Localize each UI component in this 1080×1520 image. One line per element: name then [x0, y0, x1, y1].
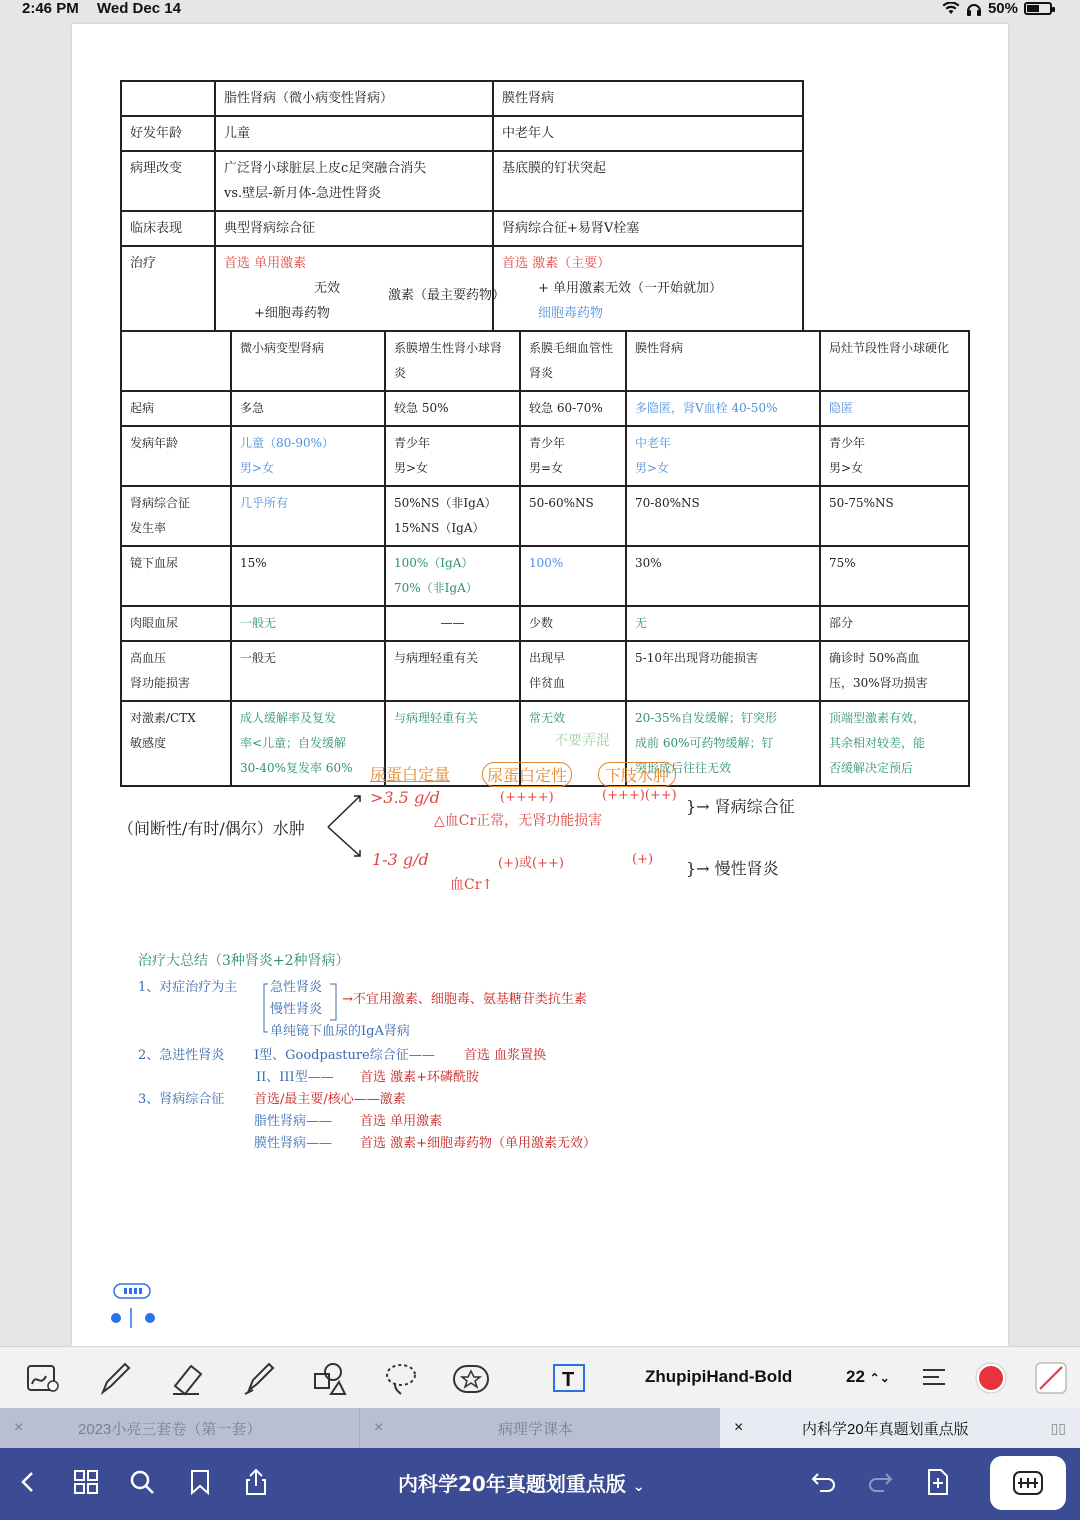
summary-2a: I型、Goodpasture综合征——	[254, 1048, 435, 1063]
table2-row-label: 肾病综合征 发生率	[121, 486, 231, 546]
svg-text:T: T	[562, 1369, 575, 1391]
font-size-selector[interactable]	[846, 1367, 890, 1387]
diagram-note-top: 不要弄混	[554, 733, 610, 749]
table1-row-label: 病理改变	[121, 151, 215, 211]
table2-cell: 50-60%NS	[520, 486, 626, 546]
table2-cell: 青少年 男>女	[820, 426, 969, 486]
summary-1-result: →不宜用激素、细胞毒、氨基糖苷类抗生素	[342, 992, 587, 1007]
document-tabs	[0, 1408, 1080, 1448]
diagram-left-label: （间断性/有时/偶尔）水肿	[118, 819, 305, 838]
text-cursor-icon[interactable]	[110, 1282, 158, 1332]
table1-note: 激素（最主要药物）	[388, 288, 506, 303]
image-edit-tool[interactable]	[24, 1359, 62, 1397]
document-title[interactable]	[398, 1468, 645, 1497]
chevron-down-icon: ⌄	[632, 1479, 645, 1495]
status-time: 2:46 PM	[22, 0, 79, 17]
table2-cell: 无	[626, 606, 820, 641]
table2-cell: 儿童（80-90%） 男>女	[231, 426, 385, 486]
table2-cell: 30%	[626, 546, 820, 606]
treatment-line: 首选 单用激素	[224, 256, 307, 271]
table2-cell: 较急 50%	[385, 391, 520, 426]
tab-label: 内科学20年真题划重点版	[802, 1420, 969, 1438]
keyboard-icon	[1012, 1470, 1044, 1496]
summary-3c: 膜性肾病——	[254, 1136, 333, 1151]
table2-header: 系膜增生性肾小球肾炎	[385, 331, 520, 391]
font-name-selector[interactable]: ZhupipiHand-Bold	[645, 1367, 793, 1386]
document-title-text: 内科学20年真题划重点版	[398, 1472, 626, 1496]
table2-cell: 15%	[231, 546, 385, 606]
table2-row-label: 发病年龄	[121, 426, 231, 486]
table2-cell: 与病理轻重有关	[385, 641, 520, 701]
treatment-line: 无效	[314, 281, 341, 296]
table2-header: 微小病变型肾病	[231, 331, 385, 391]
table2-cell: 顶端型激素有效， 其余相对较差，能 否缓解决定预后	[820, 701, 969, 786]
highlighter-icon	[241, 1360, 277, 1396]
diagram-row2-result: }→ 慢性肾炎	[686, 859, 779, 878]
bookmark-button[interactable]	[182, 1464, 218, 1500]
highlighter-tool[interactable]	[240, 1359, 278, 1397]
table1-row-label: 好发年龄	[121, 116, 215, 151]
table2-header: 系膜毛细血管性肾炎	[520, 331, 626, 391]
table2-cell: 多急	[231, 391, 385, 426]
shapes-icon	[311, 1360, 347, 1396]
back-button[interactable]	[10, 1464, 46, 1500]
summary-1c: 单纯镜下血尿的IgA肾病	[270, 1024, 410, 1039]
treatment-line: + 单用激素无效（一开始就加）	[538, 281, 723, 296]
summary-line-3: 3、肾病综合征	[138, 1092, 225, 1107]
table2-row-label: 对激素/CTX 敏感度	[121, 701, 231, 786]
close-tab-icon[interactable]: ×	[14, 1419, 24, 1436]
table1-cell: 典型肾病综合征	[215, 211, 493, 246]
summary-2a-result: 首选 血浆置换	[464, 1048, 547, 1063]
bottom-nav-bar	[0, 1448, 1080, 1520]
pen-tool[interactable]	[96, 1359, 134, 1397]
table1-cell: 儿童	[215, 116, 493, 151]
diagram-row2-quality: (+)或(++)	[498, 856, 564, 871]
diagram-result-nephrotic: 肾病综合征	[714, 797, 795, 816]
share-button[interactable]	[238, 1464, 274, 1500]
summary-3b: 脂性肾病——	[254, 1114, 333, 1129]
diagram-row2-quantity: 1-3 g/d	[372, 850, 429, 869]
table2-cell: 5-10年出现肾功能损害	[626, 641, 820, 701]
status-date: Wed Dec 14	[97, 0, 181, 17]
table1-cell: 中老年人	[493, 116, 803, 151]
table2-header: 局灶节段性肾小球硬化	[820, 331, 969, 391]
diagram-branch-arrows	[324, 792, 366, 862]
table1-header: 脂性肾病（微小病变性肾病）	[215, 81, 493, 116]
table2-row-label: 起病	[121, 391, 231, 426]
table2-cell: 50%NS（非IgA） 15%NS（IgA）	[385, 486, 520, 546]
table2-cell: 几乎所有	[231, 486, 385, 546]
table2-cell: 青少年 男>女	[385, 426, 520, 486]
headphones-icon	[966, 2, 982, 16]
comparison-table-2	[120, 330, 970, 787]
image-pen-icon	[26, 1362, 60, 1394]
table2-header: 膜性肾病	[626, 331, 820, 391]
diagram-row2-edema: (+)	[632, 852, 654, 867]
table2-header-empty	[121, 331, 231, 391]
table2-cell: ——	[385, 606, 520, 641]
chevron-left-icon	[18, 1470, 38, 1494]
close-tab-icon[interactable]: ×	[734, 1419, 744, 1436]
table2-row-label: 镜下血尿	[121, 546, 231, 606]
table1-cell: 肾病综合征+易肾V栓塞	[493, 211, 803, 246]
tab-label: 病理学课本	[498, 1420, 574, 1438]
diagram-row1-quality: (++++)	[500, 790, 554, 805]
tab-doc-3[interactable]	[720, 1408, 1080, 1448]
no-fill-button[interactable]	[1032, 1359, 1070, 1397]
table2-cell: 100%（IgA） 70%（非IgA）	[385, 546, 520, 606]
table1-cell	[215, 151, 493, 211]
diagram-row1-result: }→ 肾病综合征	[686, 797, 795, 816]
add-page-button[interactable]	[920, 1464, 956, 1500]
table1-header: 膜性肾病	[493, 81, 803, 116]
pen-icon	[97, 1360, 133, 1396]
shapes-tool[interactable]	[310, 1359, 348, 1397]
align-left-icon	[921, 1366, 949, 1390]
pathology-text: 广泛肾小球脏层上皮c足突融合消失	[224, 161, 427, 176]
text-align-button[interactable]	[916, 1359, 954, 1397]
diagram-col-urine-protein-quantity: 尿蛋白定量	[370, 765, 451, 784]
table2-cell: 100%	[520, 546, 626, 606]
tab-doc-1[interactable]	[0, 1408, 360, 1448]
text-tool[interactable]	[550, 1359, 588, 1397]
table2-cell: 75%	[820, 546, 969, 606]
table2-cell: 一般无	[231, 606, 385, 641]
table2-cell: 50-75%NS	[820, 486, 969, 546]
table2-cell: 20-35%自发缓解；钉突形 成前 60%可药物缓解；钉 突形成后往往无效	[626, 701, 820, 786]
pathology-vs-text: vs.壁层-新月体-急进性肾炎	[224, 186, 381, 201]
table2-cell: 少数	[520, 606, 626, 641]
undo-button[interactable]	[806, 1464, 842, 1500]
table2-cell: 青少年 男=女	[520, 426, 626, 486]
keyboard-input-button[interactable]	[990, 1456, 1066, 1510]
treatment-line: +细胞毒药物	[254, 306, 330, 321]
eraser-tool[interactable]	[168, 1359, 206, 1397]
tab-label: 2023小亮三套卷（第一套）	[78, 1420, 262, 1438]
summary-line-2: 2、急进性肾炎	[138, 1048, 225, 1063]
summary-3a: 首选/最主要/核心——激素	[254, 1092, 406, 1107]
table2-row-label: 肉眼血尿	[121, 606, 231, 641]
summary-1a: 急性肾炎	[270, 980, 323, 995]
treatment-line: 细胞毒药物	[538, 306, 604, 321]
diagram-row1-note: △血Cr正常，无肾功能损害	[434, 813, 603, 829]
pen-toolbar	[0, 1346, 1080, 1408]
table2-cell: 成人缓解率及复发 率<儿童；自发缓解 30-40%复发率 60%	[231, 701, 385, 786]
share-icon	[244, 1468, 268, 1496]
table2-cell: 中老年 男>女	[626, 426, 820, 486]
split-view-icon[interactable]: ▯▯	[1050, 1419, 1066, 1436]
star-sticker-icon	[452, 1360, 490, 1396]
diagram-row1-quantity: >3.5 g/d	[370, 788, 440, 807]
diagram-col-urine-protein-quality: 尿蛋白定性	[482, 762, 572, 787]
redo-button[interactable]	[862, 1464, 898, 1500]
search-button[interactable]	[124, 1464, 160, 1500]
table2-cell: 隐匿	[820, 391, 969, 426]
red-color-swatch-icon	[974, 1361, 1008, 1395]
no-fill-icon	[1034, 1361, 1068, 1395]
table2-cell: 确诊时 50%高血 压，30%肾功损害	[820, 641, 969, 701]
close-tab-icon[interactable]: ×	[374, 1419, 384, 1436]
summary-1b: 慢性肾炎	[270, 1002, 323, 1017]
color-picker[interactable]	[972, 1359, 1010, 1397]
summary-2b-result: 首选 激素+环磷酰胺	[360, 1070, 480, 1085]
summary-1-bracket	[260, 980, 350, 1036]
undo-icon	[810, 1470, 838, 1494]
table2-cell: 出现早 伴贫血	[520, 641, 626, 701]
text-box-icon	[551, 1360, 587, 1396]
battery-icon	[1024, 2, 1052, 15]
table2-cell: 常无效	[520, 701, 626, 786]
wifi-icon	[942, 2, 960, 15]
table2-cell: 多隐匿，肾V血栓 40-50%	[626, 391, 820, 426]
diagram-row1-edema: (+++)(++)	[602, 788, 677, 803]
redo-icon	[866, 1470, 894, 1494]
table1-cell: 基底膜的钉状突起	[493, 151, 803, 211]
table2-cell: 较急 60-70%	[520, 391, 626, 426]
search-icon	[129, 1469, 155, 1495]
status-bar	[0, 0, 1080, 22]
table1-cell	[493, 246, 803, 331]
summary-line-1: 1、对症治疗为主	[138, 980, 238, 995]
grid-icon	[73, 1469, 99, 1495]
text-insertion-handle[interactable]	[110, 1282, 158, 1336]
table1-row-label: 治疗	[121, 246, 215, 331]
treatment-line: 首选 激素（主要）	[502, 256, 611, 271]
lasso-icon	[383, 1360, 419, 1396]
table2-cell: 一般无	[231, 641, 385, 701]
summary-3b-result: 首选 单用激素	[360, 1114, 443, 1129]
diagram-row2-note: 血Cr↑	[450, 877, 494, 893]
add-page-icon	[926, 1468, 950, 1496]
table2-cell: 部分	[820, 606, 969, 641]
table2-cell: 70-80%NS	[626, 486, 820, 546]
sticker-tool[interactable]	[452, 1359, 490, 1397]
grid-view-button[interactable]	[68, 1464, 104, 1500]
table2-row-label: 高血压 肾功能损害	[121, 641, 231, 701]
font-size-value: 22	[846, 1367, 865, 1386]
summary-2b: II、III型——	[256, 1070, 334, 1085]
lasso-tool[interactable]	[382, 1359, 420, 1397]
table1-row-label: 临床表现	[121, 211, 215, 246]
diagram-result-chronic: 慢性肾炎	[714, 859, 779, 878]
table2-cell: 与病理轻重有关	[385, 701, 520, 786]
bookmark-icon	[189, 1469, 211, 1495]
diagram-col-leg-edema: 下肢水肿	[598, 762, 676, 787]
summary-title: 治疗大总结（3种肾炎+2种肾病）	[138, 953, 350, 969]
table1-header-empty	[121, 81, 215, 116]
summary-3c-result: 首选 激素+细胞毒药物（单用激素无效）	[360, 1136, 597, 1151]
note-page[interactable]	[72, 24, 1008, 1346]
eraser-icon	[169, 1360, 205, 1396]
stepper-icon: ⌃⌄	[869, 1371, 890, 1385]
tab-doc-2[interactable]	[360, 1408, 720, 1448]
status-right	[942, 0, 1052, 17]
battery-percent: 50%	[987, 0, 1018, 17]
